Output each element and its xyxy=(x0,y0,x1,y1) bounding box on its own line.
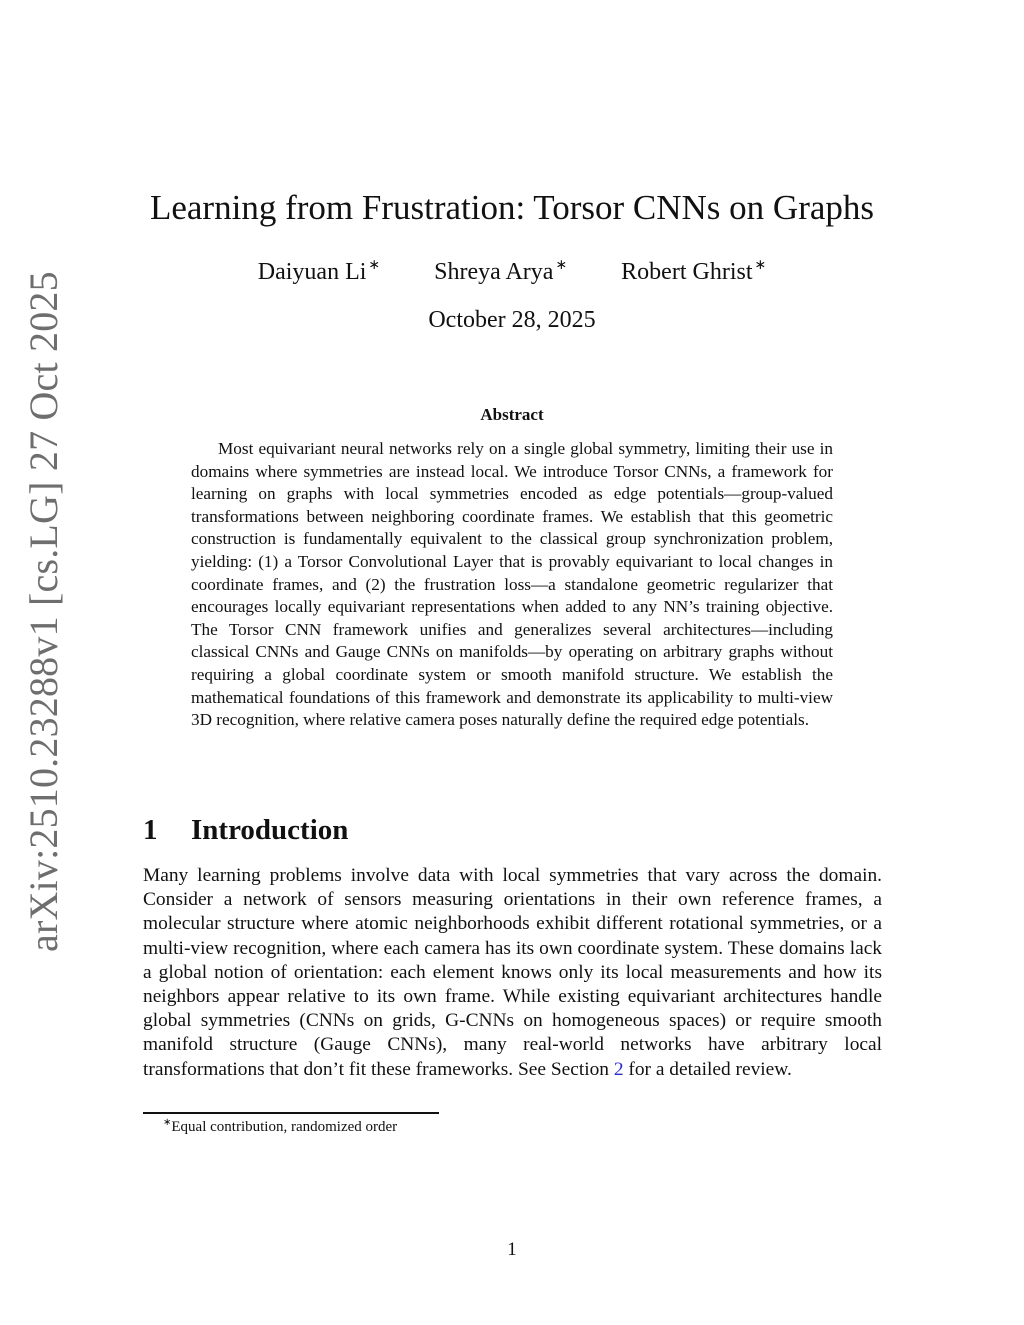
section-number: 1 xyxy=(143,814,158,846)
introduction-text-end: for a detailed review. xyxy=(623,1058,792,1080)
page-number: 1 xyxy=(507,1239,517,1260)
introduction-text: Many learning problems involve data with local symmetries that vary across the domain. Consider a network of sensors measuring orientations in their own reference frames, a molecular structure where atomic neighborhoods exhibit different rotational symmetries, or a multi-view recognition, where each camera has its own coordinate system. These domains lack a global notion of orientation: each element knows only its local measurements and how its neighbors appear relative to its own frame. While existing equivariant architectures handle global symmetries (CNNs on grids, G-CNNs on homogeneous spaces) or require smooth manifold structure (Gauge CNNs), many real-world networks have arbitrary local transformations that don’t fit these frameworks. See Section xyxy=(143,865,882,1080)
author-list xyxy=(100,256,924,288)
author-footnote-mark: ∗ xyxy=(555,258,568,273)
footnote-text: Equal contribution, randomized order xyxy=(171,1119,398,1135)
arxiv-identifier-stamp: arXiv:2510.23288v1 [cs.LG] 27 Oct 2025 xyxy=(21,271,66,952)
abstract-heading: Abstract xyxy=(480,405,544,424)
section-reference-link[interactable]: 2 xyxy=(613,1058,624,1080)
footnote xyxy=(163,1117,397,1137)
author xyxy=(258,256,380,288)
author-footnote-mark: ∗ xyxy=(368,258,381,273)
author-footnote-mark: ∗ xyxy=(754,258,767,273)
footnote-divider xyxy=(143,1112,439,1114)
section-title: Introduction xyxy=(191,814,349,846)
introduction-paragraph xyxy=(143,864,882,1082)
abstract-text: Most equivariant neural networks rely on a single global symmetry, limiting their use in domains where symmetries are instead local. We introduce Torsor CNNs, a framework for learning on graphs with local symmetries encoded as edge potentials—group-valued transformations between neighboring coordinate frames. We establish that this geometric construction is fundamentally equivalent to the classical group synchronization problem, yielding: (1) a Torsor Convolutional Layer that is provably equivariant to local changes in coordinate frames, and (2) the frustration loss—a standalone geometric regularizer that encourages locally equivariant representations when added to any NN’s training objective. The Torsor CNN framework unifies and generalizes several architectures—including classical CNNs and Gauge CNNs on manifolds—by operating on arbitrary graphs without requiring a global coordinate system or smooth manifold structure. We establish the mathematical foundations of this framework and demonstrate its applicability to multi-view 3D recognition, where relative camera poses naturally define the required edge potentials. xyxy=(191,439,833,730)
author-name: Robert Ghrist xyxy=(621,259,753,285)
author xyxy=(621,256,766,288)
footnote-mark: ∗ xyxy=(163,1117,172,1128)
author xyxy=(434,256,567,288)
author-name: Shreya Arya xyxy=(434,259,554,285)
publication-date: October 28, 2025 xyxy=(428,307,596,333)
author-name: Daiyuan Li xyxy=(257,259,367,285)
paper-title: Learning from Frustration: Torsor CNNs on Graphs xyxy=(149,188,875,227)
section-heading xyxy=(143,812,348,848)
